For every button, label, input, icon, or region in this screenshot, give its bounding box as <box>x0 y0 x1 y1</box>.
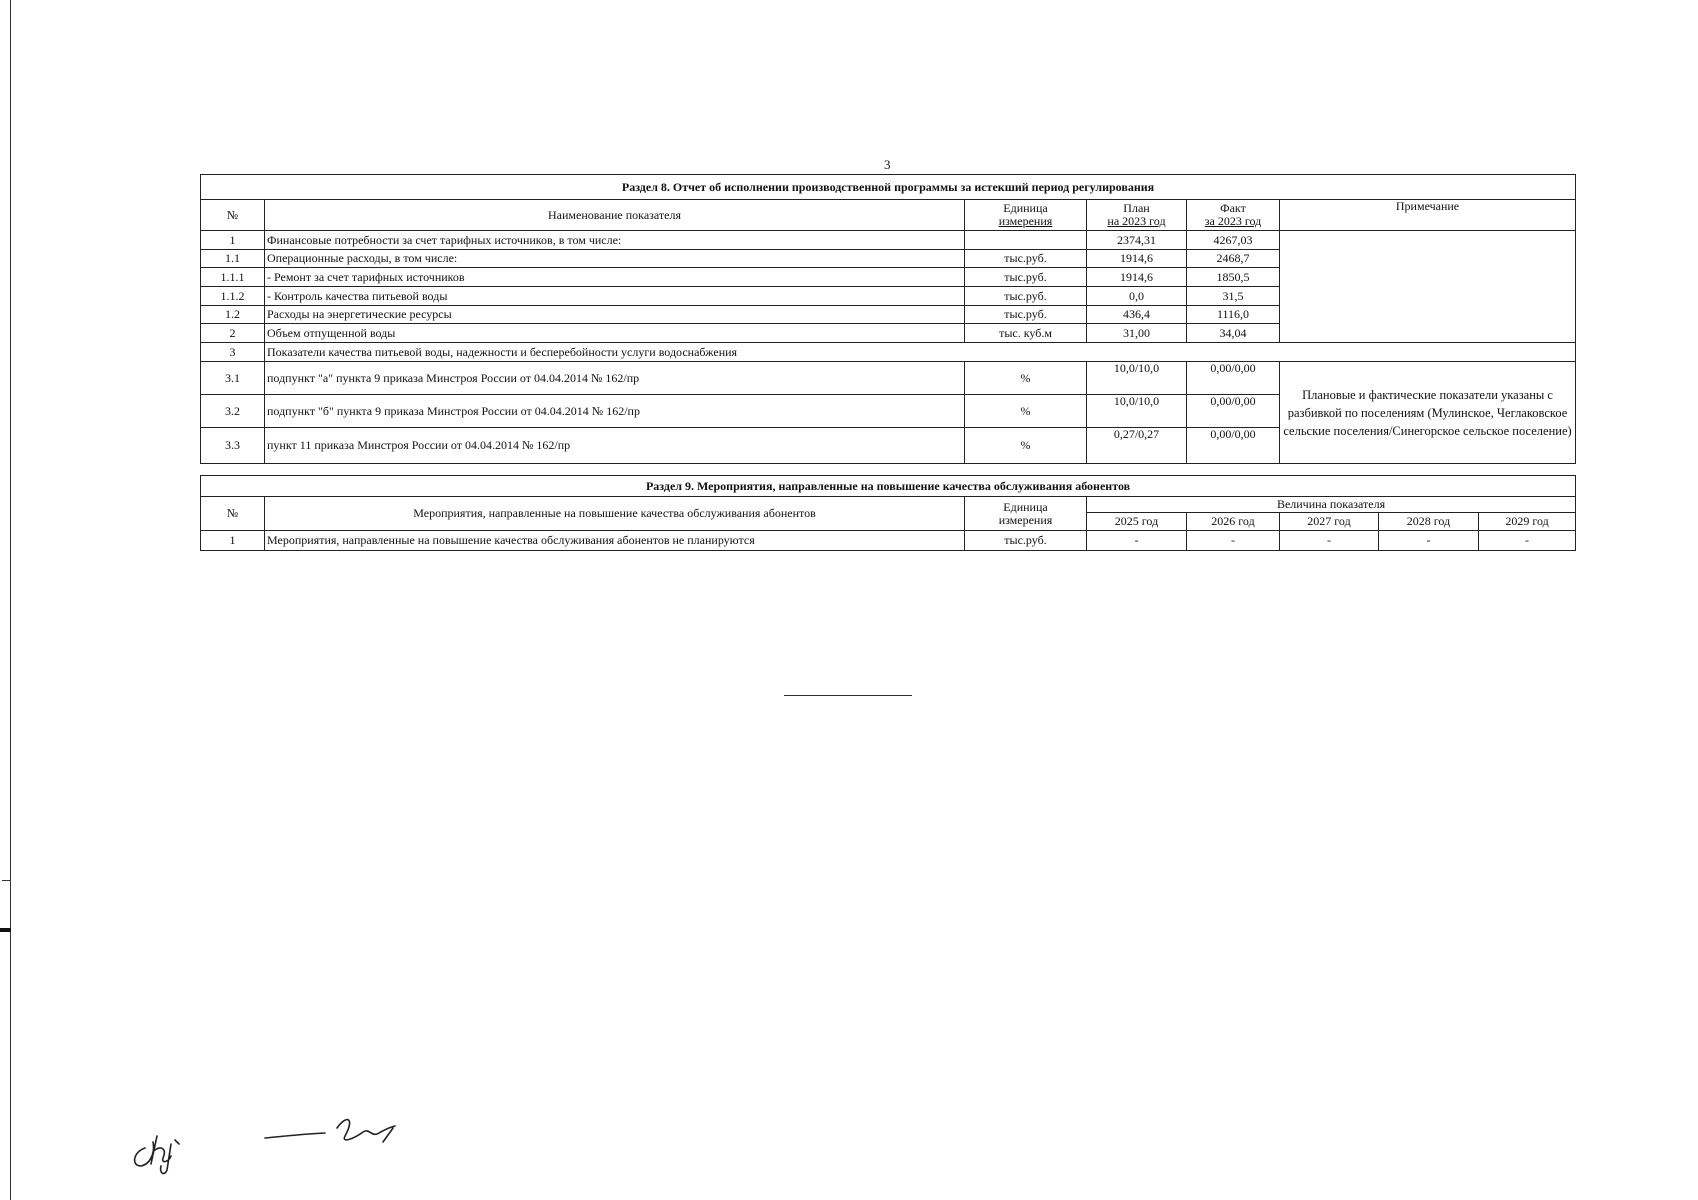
year-header: 2026 год <box>1187 513 1280 531</box>
row-plan: 0,27/0,27 <box>1087 428 1187 464</box>
section8-table <box>200 174 1576 464</box>
row-name: Показатели качества питьевой воды, надежности и бесперебойности услуги водоснабжения <box>265 343 1576 362</box>
year-header: 2028 год <box>1379 513 1479 531</box>
row-plan: 0,0 <box>1087 287 1187 306</box>
row-unit: % <box>965 362 1087 395</box>
col-name-header: Мероприятия, направленные на повышение качества обслуживания абонентов <box>265 497 965 531</box>
row-unit: тыс.руб. <box>965 268 1087 287</box>
unit-header-line1: Единица <box>1003 499 1048 514</box>
row-unit: % <box>965 395 1087 428</box>
col-num-header: № <box>201 200 265 231</box>
row-num: 1.1.2 <box>201 287 265 306</box>
edge-mark <box>2 880 11 881</box>
row-fact: 1850,5 <box>1187 268 1280 287</box>
row-name: - Ремонт за счет тарифных источников <box>265 268 965 287</box>
row-unit: тыс.руб. <box>965 306 1087 324</box>
row-fact: 4267,03 <box>1187 231 1280 250</box>
note-cell-empty <box>1280 231 1576 343</box>
row-value: - <box>1479 531 1576 551</box>
row-name: - Контроль качества питьевой воды <box>265 287 965 306</box>
row-fact: 0,00/0,00 <box>1187 428 1280 464</box>
value-header: Величина показателя <box>1087 497 1576 513</box>
row-name: Финансовые потребности за счет тарифных источников, в том числе: <box>265 231 965 250</box>
section9-title: Раздел 9. Мероприятия, направленные на повышение качества обслуживания абонентов <box>201 476 1576 497</box>
col-note-header: Примечание <box>1280 200 1576 231</box>
row-num: 1.1 <box>201 250 265 268</box>
unit-header-line1: Единица <box>1003 201 1048 215</box>
row-unit: тыс.руб. <box>965 287 1087 306</box>
year-header: 2025 год <box>1087 513 1187 531</box>
row-fact: 1116,0 <box>1187 306 1280 324</box>
col-plan-header <box>1087 200 1187 231</box>
row-value: - <box>1187 531 1280 551</box>
row-num: 3.2 <box>201 395 265 428</box>
row-num: 3.1 <box>201 362 265 395</box>
col-unit-header <box>965 200 1087 231</box>
quality-note: Плановые и фактические показатели указаны с разбивкой по поселениям (Мулинское, Чеглаковское сельские поселения/Синегорское сельское поселение) <box>1280 362 1576 464</box>
plan-header-line2: на 2023 год <box>1107 214 1166 228</box>
page-number: 3 <box>884 157 891 172</box>
row-fact: 0,00/0,00 <box>1187 395 1280 428</box>
row-name: пункт 11 приказа Минстроя России от 04.04.2014 № 162/пр <box>265 428 965 464</box>
row-value: - <box>1280 531 1379 551</box>
row-plan: 436,4 <box>1087 306 1187 324</box>
row-name: подпункт "б" пункта 9 приказа Минстроя России от 04.04.2014 № 162/пр <box>265 395 965 428</box>
table-row <box>201 362 1576 395</box>
year-header: 2027 год <box>1280 513 1379 531</box>
row-name: Операционные расходы, в том числе: <box>265 250 965 268</box>
row-name: Объем отпущенной воды <box>265 324 965 343</box>
year-header: 2029 год <box>1479 513 1576 531</box>
row-value: - <box>1087 531 1187 551</box>
row-num: 1 <box>201 531 265 551</box>
row-plan: 1914,6 <box>1087 250 1187 268</box>
row-plan: 10,0/10,0 <box>1087 362 1187 395</box>
row-plan: 2374,31 <box>1087 231 1187 250</box>
row-name: подпункт "а" пункта 9 приказа Минстроя России от 04.04.2014 № 162/пр <box>265 362 965 395</box>
row-unit <box>965 231 1087 250</box>
table-row <box>201 343 1576 362</box>
row-unit: % <box>965 428 1087 464</box>
row-num: 1 <box>201 231 265 250</box>
row-unit: тыс.руб. <box>965 531 1087 551</box>
fact-header-line2: за 2023 год <box>1204 214 1262 228</box>
row-fact: 2468,7 <box>1187 250 1280 268</box>
unit-header-line2: измерения <box>998 214 1053 228</box>
fact-header-line1: Факт <box>1220 201 1246 215</box>
col-name-header: Наименование показателя <box>265 200 965 231</box>
row-num: 2 <box>201 324 265 343</box>
plan-header-line1: План <box>1123 201 1150 215</box>
row-plan: 31,00 <box>1087 324 1187 343</box>
section8-title: Раздел 8. Отчет об исполнении производственной программы за истекший период регулирования <box>201 175 1576 200</box>
row-fact: 34,04 <box>1187 324 1280 343</box>
row-value: - <box>1379 531 1479 551</box>
row-name: Мероприятия, направленные на повышение качества обслуживания абонентов не планируются <box>265 531 965 551</box>
end-rule <box>784 695 912 696</box>
row-num: 1.2 <box>201 306 265 324</box>
row-num: 3 <box>201 343 265 362</box>
row-num: 3.3 <box>201 428 265 464</box>
col-unit-header <box>965 497 1087 531</box>
section9-table <box>200 475 1576 551</box>
row-fact: 0,00/0,00 <box>1187 362 1280 395</box>
edge-mark <box>0 928 11 932</box>
table-row <box>201 531 1576 551</box>
unit-header-line2: измерения <box>998 512 1053 527</box>
row-unit: тыс. куб.м <box>965 324 1087 343</box>
page-edge-line <box>10 0 11 1200</box>
col-num-header: № <box>201 497 265 531</box>
col-fact-header <box>1187 200 1280 231</box>
row-fact: 31,5 <box>1187 287 1280 306</box>
signature <box>125 1100 425 1180</box>
row-name: Расходы на энергетические ресурсы <box>265 306 965 324</box>
row-num: 1.1.1 <box>201 268 265 287</box>
table-row <box>201 231 1576 250</box>
row-plan: 1914,6 <box>1087 268 1187 287</box>
row-unit: тыс.руб. <box>965 250 1087 268</box>
row-plan: 10,0/10,0 <box>1087 395 1187 428</box>
